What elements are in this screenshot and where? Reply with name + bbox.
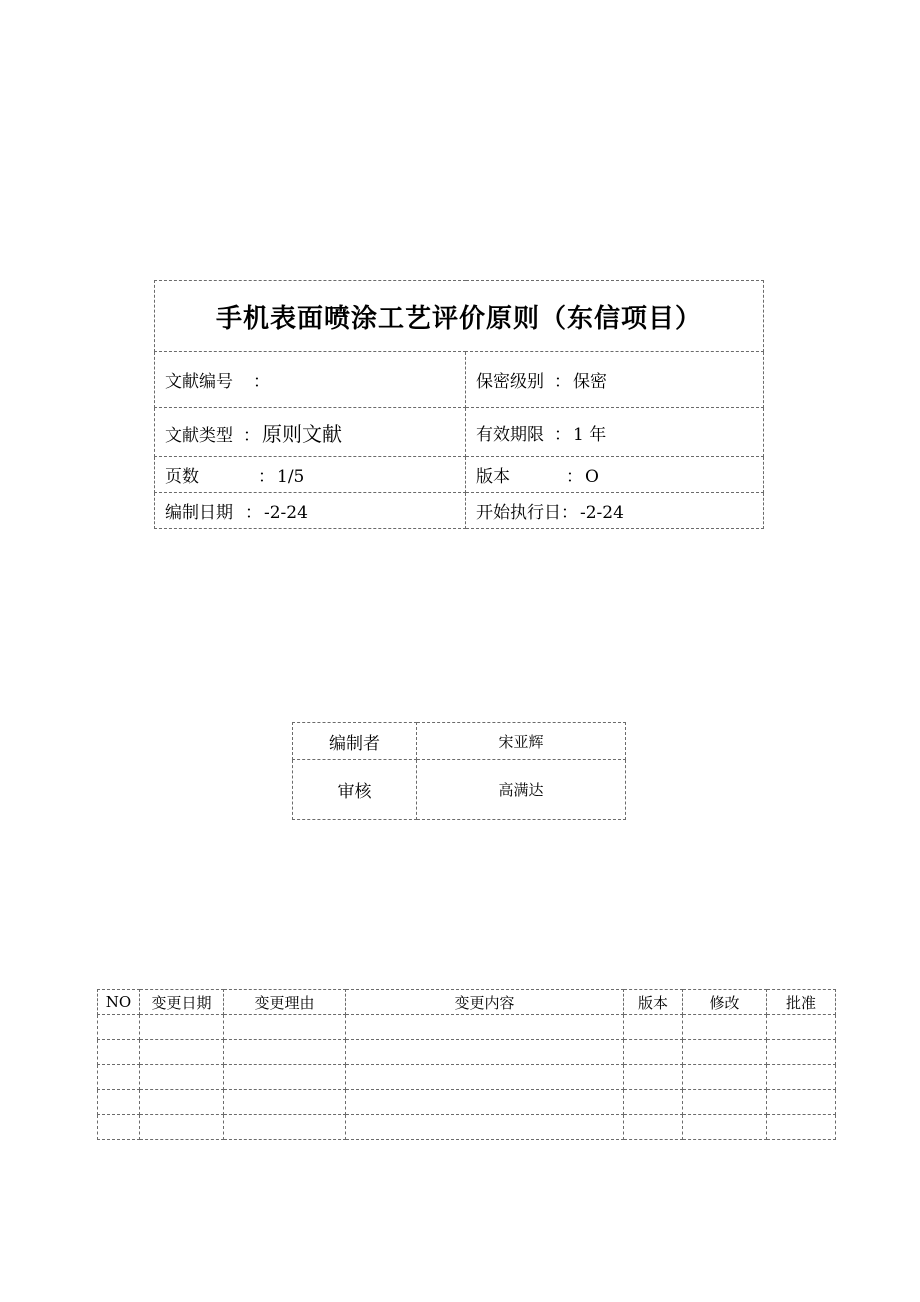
- revision-cell: [624, 1015, 683, 1040]
- revision-cell: [224, 1015, 346, 1040]
- revision-cell: [140, 1040, 224, 1065]
- pages-value: 1/5: [277, 467, 305, 487]
- revision-cell: [683, 1040, 767, 1065]
- doc-type-cell: [155, 408, 466, 457]
- revision-cell: [767, 1040, 836, 1065]
- validity-cell: [466, 408, 764, 457]
- pages-colon: ：: [258, 467, 275, 487]
- start-date-colon: ：: [561, 503, 578, 523]
- revision-cell: [767, 1115, 836, 1140]
- validity-colon: ：: [554, 424, 571, 445]
- revision-cell: [346, 1115, 624, 1140]
- pages-cell: [155, 457, 466, 493]
- revision-cell: [624, 1090, 683, 1115]
- revision-cell: [98, 1115, 140, 1140]
- security-colon: ：: [554, 372, 571, 392]
- version-colon: ：: [566, 467, 583, 487]
- header-modify: 修改: [683, 990, 767, 1015]
- doc-type-value: 原则文献: [262, 421, 342, 446]
- compile-date-colon: ：: [245, 503, 262, 523]
- header-change-reason: 变更理由: [224, 990, 346, 1015]
- revision-cell: [224, 1040, 346, 1065]
- revision-cell: [767, 1065, 836, 1090]
- revision-cell: [140, 1015, 224, 1040]
- revision-cell: [624, 1115, 683, 1140]
- revision-cell: [683, 1115, 767, 1140]
- revision-row: [98, 1040, 836, 1065]
- doc-type-label: 文献类型: [165, 425, 233, 446]
- pages-label: 页数: [165, 467, 199, 487]
- doc-type-colon: ：: [243, 425, 260, 446]
- start-date-cell: [466, 493, 764, 529]
- revision-cell: [98, 1040, 140, 1065]
- revision-cell: [624, 1040, 683, 1065]
- doc-number-colon: ：: [253, 372, 270, 392]
- revision-cell: [346, 1090, 624, 1115]
- compile-date-cell: [155, 493, 466, 529]
- revision-cell: [346, 1040, 624, 1065]
- revision-cell: [683, 1015, 767, 1040]
- revision-row: [98, 1065, 836, 1090]
- author-name: 宋亚辉: [417, 723, 626, 760]
- revision-cell: [683, 1090, 767, 1115]
- revision-cell: [224, 1115, 346, 1140]
- header-approve: 批准: [767, 990, 836, 1015]
- revision-header-row: [98, 990, 836, 1015]
- revision-cell: [140, 1090, 224, 1115]
- header-version: 版本: [624, 990, 683, 1015]
- revision-cell: [140, 1065, 224, 1090]
- revision-cell: [98, 1065, 140, 1090]
- signoff-table: [292, 722, 626, 820]
- document-title: 手机表面喷涂工艺评价原则（东信项目）: [155, 281, 764, 352]
- security-label: 保密级别: [476, 372, 544, 392]
- security-value: 保密: [573, 372, 607, 392]
- revision-cell: [346, 1015, 624, 1040]
- doc-number-cell: [155, 352, 466, 408]
- revision-cell: [683, 1065, 767, 1090]
- revision-cell: [224, 1090, 346, 1115]
- compile-date-value: -2-24: [264, 503, 308, 523]
- revision-row: [98, 1015, 836, 1040]
- doc-number-label: 文献编号: [165, 372, 233, 392]
- reviewer-name: 高满达: [417, 760, 626, 820]
- revision-row: [98, 1090, 836, 1115]
- revision-cell: [98, 1090, 140, 1115]
- revision-cell: [624, 1065, 683, 1090]
- version-cell: [466, 457, 764, 493]
- version-label: 版本: [476, 467, 510, 487]
- revision-cell: [346, 1065, 624, 1090]
- version-value: O: [585, 467, 599, 487]
- header-no: NO: [98, 990, 140, 1015]
- header-change-date: 变更日期: [140, 990, 224, 1015]
- compile-date-label: 编制日期: [165, 503, 233, 523]
- reviewer-label: 审核: [293, 760, 417, 820]
- revision-cell: [98, 1015, 140, 1040]
- revision-cell: [767, 1090, 836, 1115]
- validity-label: 有效期限: [476, 424, 544, 445]
- validity-value: 1 年: [573, 424, 607, 445]
- author-label: 编制者: [293, 723, 417, 760]
- revision-cell: [224, 1065, 346, 1090]
- security-cell: [466, 352, 764, 408]
- revision-cell: [140, 1115, 224, 1140]
- document-info-table: [154, 280, 764, 529]
- start-date-value: -2-24: [580, 503, 624, 523]
- revision-table: [97, 989, 836, 1140]
- revision-cell: [767, 1015, 836, 1040]
- header-change-content: 变更内容: [346, 990, 624, 1015]
- start-date-label: 开始执行日: [476, 503, 561, 523]
- revision-row: [98, 1115, 836, 1140]
